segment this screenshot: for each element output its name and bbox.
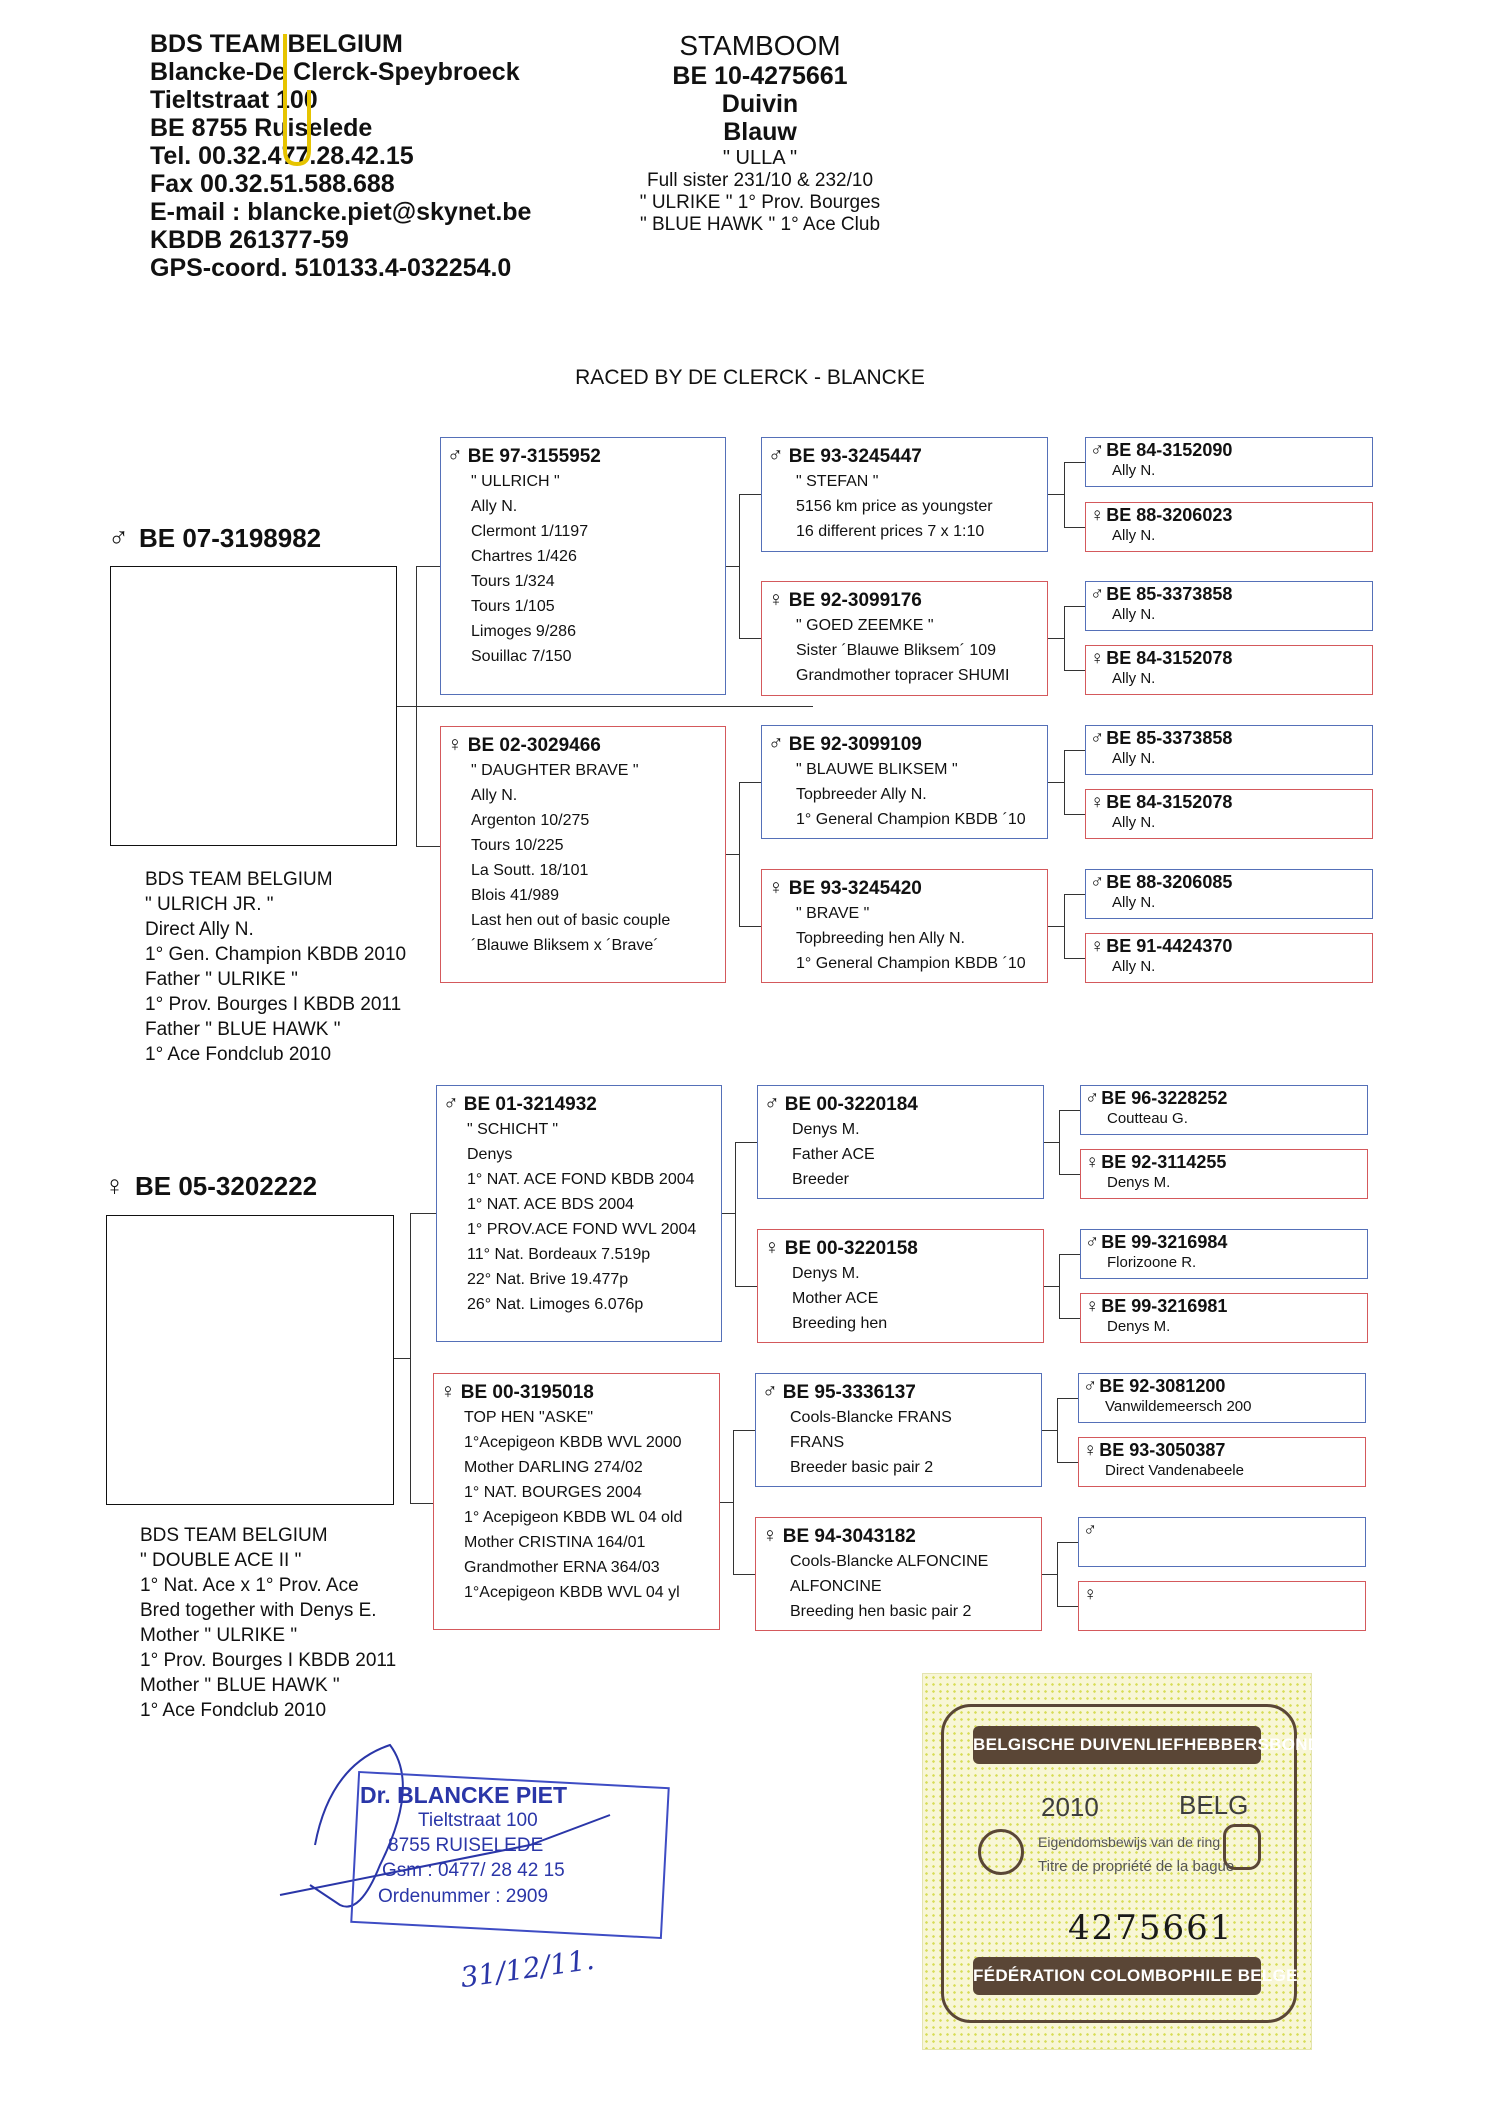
card-year: 2010 — [1041, 1792, 1099, 1822]
breeder-contact — [150, 30, 531, 282]
connector-line — [1064, 606, 1085, 607]
gen4-box-empty — [1078, 1517, 1366, 1567]
dam-desc-line: Bred together with Denys E. — [140, 1600, 377, 1621]
gen2-line: Denys — [467, 1146, 513, 1163]
gen3-ring: BE 92-3099109 — [788, 734, 922, 755]
connector-line — [733, 1574, 755, 1575]
main-name: " ULLA " — [722, 147, 798, 169]
gen2-line: Ally N. — [471, 498, 518, 515]
gen3-ring: BE 92-3099176 — [788, 590, 922, 611]
connector-line — [1048, 782, 1064, 783]
connector-line — [733, 1430, 755, 1431]
gen3-box — [755, 1517, 1042, 1631]
stamp-line: Tieltstraat 100 — [418, 1810, 538, 1831]
breeder-team: BDS TEAM BELGIUM — [150, 30, 403, 58]
sire-desc-line: 1° Prov. Bourges I KBDB 2011 — [145, 994, 402, 1015]
gen2-ring: BE 01-3214932 — [463, 1094, 597, 1115]
gen2-line: 11° Nat. Bordeaux 7.519p — [467, 1246, 651, 1263]
gen2-line: Mother DARLING 274/02 — [464, 1459, 643, 1476]
gen3-box — [761, 725, 1048, 839]
gen3-line: Grandmother topracer SHUMI — [796, 667, 1010, 684]
male-icon: ♂ — [1083, 1376, 1098, 1397]
female-icon: ♀ — [104, 1170, 125, 1201]
gen2-line: Argenton 10/275 — [471, 812, 590, 829]
male-icon: ♂ — [443, 1092, 459, 1115]
breeder-tel: Tel. 00.32.477.28.42.15 — [150, 142, 414, 170]
connector-line — [410, 1213, 411, 1503]
connector-line — [722, 1213, 735, 1214]
card-bottom-banner: FÉDÉRATION COLOMBOPHILE BELGE — [973, 1957, 1261, 1995]
breeder-gps: GPS-coord. 510133.4-032254.0 — [150, 254, 512, 282]
gen4-ring: BE 84-3152090 — [1106, 440, 1233, 460]
sire-desc-line: Direct Ally N. — [145, 919, 254, 940]
gen3-line: Father ACE — [792, 1146, 875, 1163]
raced-by: RACED BY DE CLERCK - BLANCKE — [575, 366, 925, 389]
main-note-1: Full sister 231/10 & 232/10 — [646, 170, 874, 191]
male-icon: ♂ — [762, 1380, 778, 1403]
gen3-box — [761, 581, 1048, 696]
gen3-line: " GOED ZEEMKE " — [796, 617, 934, 634]
gen2-box-dam-dam — [433, 1373, 720, 1630]
gen2-line: 1° NAT. ACE FOND KBDB 2004 — [467, 1171, 695, 1188]
gen2-box-dam-sire — [436, 1085, 722, 1342]
gen3-line: Breeding hen basic pair 2 — [790, 1603, 972, 1620]
connector-line — [1064, 462, 1085, 463]
gen3-line: Breeder — [792, 1171, 849, 1188]
dam-ring: ♀ BE 05-3202222 — [104, 1170, 318, 1201]
female-icon: ♀ — [1085, 1296, 1100, 1317]
gen2-line: Mother CRISTINA 164/01 — [464, 1534, 646, 1551]
sire-desc-line: Father " BLUE HAWK " — [145, 1019, 341, 1040]
connector-line — [1064, 894, 1065, 958]
gen3-box — [757, 1085, 1044, 1199]
gen2-line: La Soutt. 18/101 — [471, 862, 589, 879]
gen4-ring: BE 92-3081200 — [1099, 1376, 1226, 1396]
gen4-ring: BE 92-3114255 — [1101, 1152, 1227, 1172]
gen4-ring: BE 88-3206023 — [1106, 505, 1233, 525]
gen3-line: ALFONCINE — [790, 1578, 882, 1595]
gen4-note: Ally N. — [1112, 527, 1156, 544]
sire-desc-line: BDS TEAM BELGIUM — [145, 869, 333, 890]
paperclip-mark — [255, 30, 315, 170]
card-line-fr: Titre de propriété de la bague — [1038, 1858, 1235, 1875]
gen4-box — [1080, 1229, 1368, 1279]
connector-line — [739, 782, 761, 783]
sire-ring: ♂ BE 07-3198982 — [108, 522, 322, 553]
connector-line — [1059, 1318, 1080, 1319]
connector-line — [739, 638, 761, 639]
gen2-line: " SCHICHT " — [467, 1121, 559, 1138]
gen4-box — [1085, 933, 1373, 983]
connector-line — [1059, 1110, 1060, 1174]
gen2-line: ´Blauwe Bliksem x ´Brave´ — [471, 937, 659, 954]
gen4-ring: BE 84-3152078 — [1106, 792, 1233, 812]
gen4-note: Ally N. — [1112, 670, 1156, 687]
gen3-ring: BE 00-3220184 — [784, 1094, 918, 1115]
official-stamp — [356, 1780, 676, 1930]
gen2-line: " DAUGHTER BRAVE " — [471, 762, 639, 779]
male-icon: ♂ — [447, 444, 463, 467]
gen4-ring: BE 93-3050387 — [1099, 1440, 1226, 1460]
connector-line — [726, 566, 739, 567]
male-icon: ♂ — [1090, 584, 1105, 605]
ring-hole-icon — [978, 1829, 1024, 1875]
gen4-note: Ally N. — [1112, 894, 1156, 911]
connector-line — [1064, 750, 1065, 814]
gen4-box-empty — [1078, 1581, 1366, 1631]
sire-photo-placeholder — [110, 566, 397, 846]
gen4-box — [1085, 789, 1373, 839]
card-line-nl: Eigendomsbewijs van de ring — [1038, 1834, 1221, 1850]
connector-line — [739, 926, 761, 927]
sire-description — [145, 867, 406, 1067]
gen2-line: 26° Nat. Limoges 6.076p — [467, 1296, 644, 1313]
breeder-email: E-mail : blancke.piet@skynet.be — [150, 198, 532, 226]
connector-line — [1064, 606, 1065, 670]
gen2-line: Tours 1/105 — [471, 598, 555, 615]
main-note-2: " ULRIKE " 1° Prov. Bourges — [639, 192, 881, 213]
gen3-ring: BE 94-3043182 — [782, 1526, 916, 1547]
gen2-line: 1°Acepigeon KBDB WVL 04 yl — [464, 1584, 680, 1601]
dam-desc-line: BDS TEAM BELGIUM — [140, 1525, 328, 1546]
sire-desc-line: " ULRICH JR. " — [145, 894, 274, 915]
gen3-ring: BE 00-3220158 — [784, 1238, 918, 1259]
female-icon: ♀ — [1090, 792, 1105, 813]
connector-line — [1064, 750, 1085, 751]
connector-line — [1042, 1574, 1057, 1575]
handwritten-date: 31/12/11. — [458, 1942, 597, 1995]
gen2-line: 1° NAT. BOURGES 2004 — [464, 1484, 642, 1501]
gen3-line: 5156 km price as youngster — [796, 498, 993, 515]
gen3-line: Breeder basic pair 2 — [790, 1459, 934, 1476]
sire-desc-line: 1° Gen. Champion KBDB 2010 — [145, 944, 407, 965]
gen2-line: " ULLRICH " — [471, 473, 560, 490]
female-icon: ♀ — [768, 876, 784, 899]
gen3-line: FRANS — [790, 1434, 845, 1451]
connector-line — [1044, 1142, 1059, 1143]
gen4-box — [1085, 581, 1373, 631]
gen3-line: " STEFAN " — [796, 473, 879, 490]
connector-line — [394, 1358, 410, 1359]
gen3-ring: BE 93-3245447 — [788, 446, 922, 467]
gen3-line: Topbreeding hen Ally N. — [796, 930, 965, 947]
connector-line — [416, 846, 440, 847]
gen3-box — [755, 1373, 1042, 1487]
gen3-line: Sister ´Blauwe Bliksem´ 109 — [796, 642, 997, 659]
gen4-note: Denys M. — [1107, 1318, 1171, 1335]
connector-line — [739, 494, 740, 638]
connector-line — [1057, 1542, 1058, 1606]
breeder-street: Tieltstraat 100 — [150, 86, 318, 114]
gen3-line: 1° General Champion KBDB ´10 — [796, 955, 1026, 972]
connector-line — [1064, 527, 1085, 528]
female-icon: ♀ — [1083, 1584, 1098, 1605]
ring-ownership-card — [922, 1673, 1321, 2050]
breeder-names: Blancke-De Clerck-Speybroeck — [150, 58, 520, 86]
male-icon: ♂ — [768, 732, 784, 755]
stamp-line: Gsm : 0477/ 28 42 15 — [382, 1860, 565, 1881]
breeder-city: BE 8755 Ruiselede — [150, 114, 373, 142]
male-icon: ♂ — [768, 444, 784, 467]
dam-desc-line: Mother " BLUE HAWK " — [140, 1675, 340, 1696]
stamp-line: 8755 RUISELEDE — [388, 1835, 544, 1856]
dam-desc-line: Mother " ULRIKE " — [140, 1625, 298, 1646]
gen2-line: Limoges 9/286 — [471, 623, 576, 640]
gen4-note: Vanwildemeersch 200 — [1105, 1398, 1252, 1415]
gen4-ring: BE 91-4424370 — [1106, 936, 1233, 956]
gen3-line: 16 different prices 7 x 1:10 — [796, 523, 985, 540]
connector-line — [1059, 1174, 1080, 1175]
gen2-ring: BE 02-3029466 — [467, 735, 601, 756]
connector-line — [739, 782, 740, 926]
gen4-box — [1085, 725, 1373, 775]
female-icon: ♀ — [768, 588, 784, 611]
male-icon: ♂ — [108, 522, 129, 553]
gen3-line: Topbreeder Ally N. — [796, 786, 927, 803]
gen2-ring: BE 00-3195018 — [460, 1382, 594, 1403]
connector-line — [739, 494, 761, 495]
female-icon: ♀ — [762, 1524, 778, 1547]
gen2-line: Tours 1/324 — [471, 573, 555, 590]
breeder-fax: Fax 00.32.51.588.688 — [150, 170, 395, 198]
breeder-kbdb: KBDB 261377-59 — [150, 226, 349, 254]
gen2-line: 1° PROV.ACE FOND WVL 2004 — [467, 1221, 697, 1238]
gen3-box — [761, 869, 1048, 983]
card-top-banner: BELGISCHE DUIVENLIEFHEBBERSBOND — [973, 1726, 1261, 1764]
dam-desc-line: 1° Prov. Bourges I KBDB 2011 — [140, 1650, 397, 1671]
dam-desc-line: 1° Ace Fondclub 2010 — [140, 1700, 327, 1721]
gen3-line: Cools-Blancke FRANS — [790, 1409, 952, 1426]
gen4-note: Florizoone R. — [1107, 1254, 1197, 1271]
gen4-ring: BE 84-3152078 — [1106, 648, 1233, 668]
female-icon: ♀ — [1090, 505, 1105, 526]
gen2-line: Chartres 1/426 — [471, 548, 577, 565]
gen4-note: Direct Vandenabeele — [1105, 1462, 1244, 1479]
gen2-box-sire-sire — [440, 437, 726, 695]
gen3-ring: BE 93-3245420 — [788, 878, 922, 899]
gen3-line: Cools-Blancke ALFONCINE — [790, 1553, 989, 1570]
card-country: BELG — [1179, 1790, 1249, 1820]
connector-line — [1048, 494, 1064, 495]
document-title: STAMBOOM — [679, 30, 841, 61]
gen2-line: Ally N. — [471, 787, 518, 804]
connector-line — [726, 854, 739, 855]
male-icon: ♂ — [764, 1092, 780, 1115]
connector-line — [397, 706, 813, 707]
connector-line — [733, 1430, 734, 1574]
male-icon: ♂ — [1090, 440, 1105, 461]
female-icon: ♀ — [440, 1380, 456, 1403]
gen4-box — [1085, 645, 1373, 695]
gen3-line: Denys M. — [792, 1121, 860, 1138]
main-color: Blauw — [723, 118, 797, 146]
dam-desc-line: 1° Nat. Ace x 1° Prov. Ace — [140, 1575, 359, 1596]
gen4-ring: BE 85-3373858 — [1106, 728, 1233, 748]
connector-line — [1064, 462, 1065, 527]
gen4-box — [1085, 502, 1373, 552]
connector-line — [416, 566, 440, 567]
gen2-line: 22° Nat. Brive 19.477p — [467, 1271, 629, 1288]
gen4-ring: BE 99-3216981 — [1101, 1296, 1228, 1316]
gen4-ring: BE 99-3216984 — [1101, 1232, 1228, 1252]
connector-line — [410, 1503, 433, 1504]
connector-line — [735, 1142, 736, 1286]
female-icon: ♀ — [447, 733, 463, 756]
stamp-line: Ordenummer : 2909 — [378, 1886, 549, 1907]
connector-line — [1048, 638, 1064, 639]
sire-desc-line: Father " ULRIKE " — [145, 969, 298, 990]
gen3-line: Breeding hen — [792, 1315, 888, 1332]
main-sex: Duivin — [721, 90, 799, 118]
gen2-line: Last hen out of basic couple — [471, 912, 671, 929]
gen4-box — [1085, 869, 1373, 919]
gen4-ring: BE 85-3373858 — [1106, 584, 1233, 604]
gen2-ring: BE 97-3155952 — [467, 446, 601, 467]
connector-line — [1064, 814, 1085, 815]
connector-line — [1057, 1398, 1058, 1462]
gen4-box — [1078, 1437, 1366, 1487]
gen3-box — [757, 1229, 1044, 1343]
sire-desc-line: 1° Ace Fondclub 2010 — [145, 1044, 332, 1065]
connector-line — [1057, 1542, 1078, 1543]
gen3-line: " BLAUWE BLIKSEM " — [796, 761, 958, 778]
gen3-line: 1° General Champion KBDB ´10 — [796, 811, 1026, 828]
pedigree-header — [560, 30, 960, 236]
connector-line — [1064, 670, 1085, 671]
gen4-note: Ally N. — [1112, 750, 1156, 767]
gen2-line: TOP HEN "ASKE" — [464, 1409, 594, 1426]
gen3-line: Denys M. — [792, 1265, 860, 1282]
main-note-3: " BLUE HAWK " 1° Ace Club — [639, 214, 881, 235]
female-icon: ♀ — [1083, 1440, 1098, 1461]
male-icon: ♂ — [1090, 872, 1105, 893]
gen3-line: " BRAVE " — [796, 905, 870, 922]
gen4-note: Ally N. — [1112, 814, 1156, 831]
gen2-line: 1°Acepigeon KBDB WVL 2000 — [464, 1434, 682, 1451]
gen2-line: Souillac 7/150 — [471, 648, 572, 665]
gen2-line: Tours 10/225 — [471, 837, 564, 854]
gen2-box-sire-dam — [440, 726, 726, 983]
gen4-note: Denys M. — [1107, 1174, 1171, 1191]
connector-line — [1044, 1286, 1059, 1287]
gen2-line: Grandmother ERNA 364/03 — [464, 1559, 660, 1576]
gen2-line: 1° NAT. ACE BDS 2004 — [467, 1196, 635, 1213]
gen3-line: Mother ACE — [792, 1290, 879, 1307]
connector-line — [1059, 1110, 1080, 1111]
stamp-line: Dr. BLANCKE PIET — [360, 1782, 568, 1808]
gen4-box — [1080, 1085, 1368, 1135]
gen4-note: Ally N. — [1112, 462, 1156, 479]
gen3-box — [761, 437, 1048, 552]
female-icon: ♀ — [1090, 936, 1105, 957]
connector-line — [1057, 1398, 1078, 1399]
connector-line — [735, 1286, 757, 1287]
connector-line — [735, 1142, 757, 1143]
connector-line — [1057, 1462, 1078, 1463]
gen4-note: Coutteau G. — [1107, 1110, 1188, 1127]
gen2-line: Clermont 1/1197 — [471, 523, 589, 540]
connector-line — [410, 1213, 436, 1214]
female-icon: ♀ — [1085, 1152, 1100, 1173]
connector-line — [1064, 958, 1085, 959]
connector-line — [416, 566, 417, 846]
dam-desc-line: " DOUBLE ACE II " — [140, 1550, 302, 1571]
male-icon: ♂ — [1090, 728, 1105, 749]
main-ring-number: BE 10-4275661 — [672, 62, 848, 90]
gen4-ring: BE 88-3206085 — [1106, 872, 1233, 892]
connector-line — [1059, 1254, 1060, 1318]
female-icon: ♀ — [1090, 648, 1105, 669]
gen4-box — [1078, 1373, 1366, 1423]
connector-line — [1057, 1606, 1078, 1607]
connector-line — [1064, 894, 1085, 895]
dam-photo-placeholder — [106, 1215, 394, 1505]
gen4-box — [1080, 1149, 1368, 1199]
connector-line — [1048, 926, 1064, 927]
gen4-box — [1085, 437, 1373, 487]
dam-description — [140, 1523, 396, 1723]
gen3-ring: BE 95-3336137 — [782, 1382, 916, 1403]
gen4-ring: BE 96-3228252 — [1101, 1088, 1228, 1108]
gen2-line: 1° Acepigeon KBDB WL 04 old — [464, 1509, 683, 1526]
connector-line — [1042, 1430, 1057, 1431]
connector-line — [1059, 1254, 1080, 1255]
male-icon: ♂ — [1083, 1520, 1098, 1541]
male-icon: ♂ — [1085, 1088, 1100, 1109]
card-ring-number: 4275661 — [1068, 1908, 1234, 1948]
gen2-line: Blois 41/989 — [471, 887, 560, 904]
male-icon: ♂ — [1085, 1232, 1100, 1253]
gen4-box — [1080, 1293, 1368, 1343]
female-icon: ♀ — [764, 1236, 780, 1259]
connector-line — [720, 1502, 733, 1503]
gen4-note: Ally N. — [1112, 958, 1156, 975]
gen4-note: Ally N. — [1112, 606, 1156, 623]
